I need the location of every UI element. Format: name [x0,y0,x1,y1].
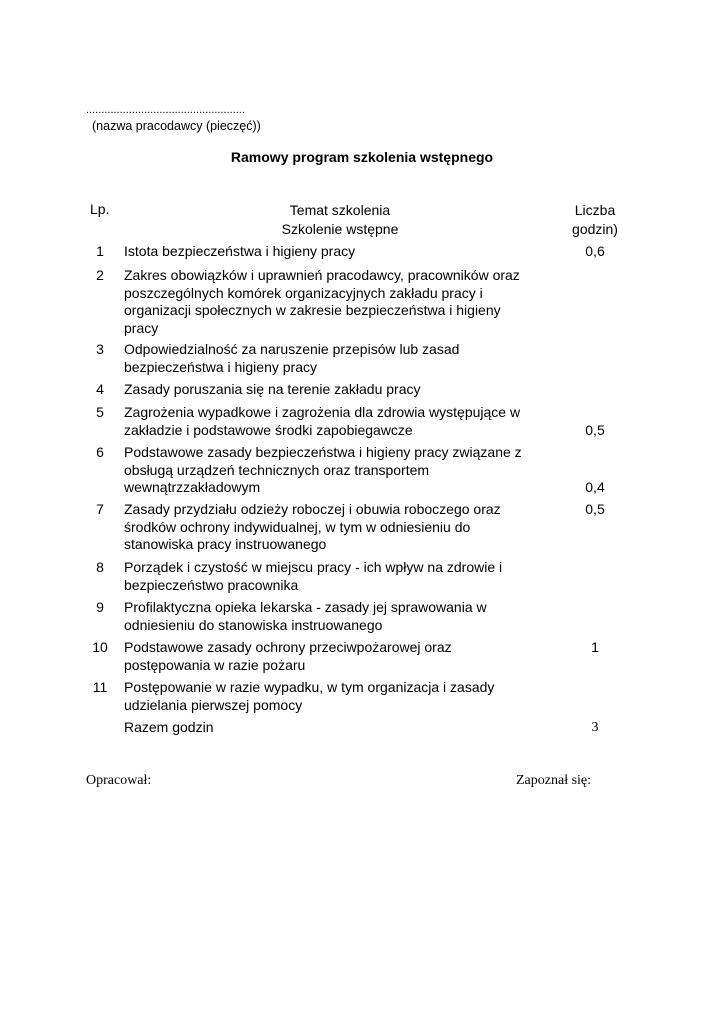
row-topic [124,444,554,497]
row-topic [124,639,554,674]
row-topic-line: obsługą urządzeń technicznych oraz transportem [124,461,430,478]
row-hours: 0,4 [585,479,605,495]
row-topic-line: udzielania pierwszej pomocy [124,696,303,713]
row-topic [124,381,554,399]
row-topic [124,341,554,376]
header-hours-line2: godzin) [572,221,618,237]
row-hours: 0,6 [585,243,605,259]
row-number: 2 [96,267,104,283]
row-topic [124,404,554,439]
row-topic-line: Odpowiedzialność za naruszenie przepisów lub zasad [124,341,460,357]
row-hours: 0,5 [585,501,605,517]
row-number: 7 [96,501,104,517]
employer-label: (nazwa pracodawcy (pieczęć)) [92,119,261,133]
row-topic-line: organizacji społecznych w zakresie bezpieczeństwa i higieny [124,302,501,318]
row-topic-line: Zakres obowiązków i uprawnień pracodawcy, pracowników oraz [124,267,520,283]
row-number: 3 [96,341,104,357]
prepared-by-label: Opracował: [86,773,152,788]
header-topic [240,201,440,239]
row-number: 9 [96,599,104,615]
row-number: 5 [96,404,104,420]
row-number: 6 [96,444,104,460]
row-topic-line: odniesieniu do stanowiska instruowanego [124,616,383,633]
row-topic-line: Zasady poruszania się na terenie zakładu pracy [124,381,421,397]
row-number: 8 [96,559,104,575]
row-topic-line: Zagrożenia wypadkowe i zagrożenia dla zdrowia występujące w [124,404,521,420]
row-topic [124,267,554,337]
total-label: Razem godzin [124,719,214,735]
total-value: 3 [591,720,599,735]
row-number: 1 [96,243,104,259]
row-topic-line: Zasady przydziału odzieży roboczej i obuwia roboczego oraz [124,501,501,517]
row-topic-line: Podstawowe zasady ochrony przeciwpożarowej oraz [124,639,452,655]
row-topic [124,559,554,594]
header-hours-line1: Liczba [574,202,616,218]
row-topic-line: Istota bezpieczeństwa i higieny pracy [124,243,356,259]
row-topic-line: środków ochrony indywidualnej, w tym w odniesieniu do [124,518,471,535]
header-hours [560,201,630,239]
row-topic-line: Postępowanie w razie wypadku, w tym organizacja i zasady [124,679,495,695]
row-topic-line: stanowiska pracy instruowanego [124,536,327,552]
row-topic-line: zakładzie i podstawowe środki zapobiegawcze [124,421,413,438]
dotted-line: .................................................... [86,104,245,116]
row-topic-line: Porządek i czystość w miejscu pracy - ich wpływ na zdrowie i [124,559,503,575]
row-number: 10 [92,639,108,655]
row-hours: 1 [591,639,599,655]
page-title: Ramowy program szkolenia wstępnego [230,149,494,165]
row-number: 11 [92,679,108,695]
header-topic-line1: Temat szkolenia [289,202,391,218]
row-topic [124,599,554,634]
header-lp: Lp. [90,201,110,217]
row-topic [124,501,554,554]
row-topic-line: postępowania w razie pożaru [124,656,306,673]
row-topic-line: bezpieczeństwa i higieny pracy [124,358,317,375]
row-topic-line: pracy [124,319,159,336]
row-topic-line: wewnątrzzakładowym [124,479,261,495]
row-topic-line: bezpieczeństwo pracownika [124,576,299,593]
row-number: 4 [96,381,104,397]
header-topic-line2: Szkolenie wstępne [281,221,399,237]
row-topic-line: poszczególnych komórek organizacyjnych zakładu pracy i [124,284,483,301]
row-hours: 0,5 [585,421,605,438]
acknowledged-label: Zapoznał się: [516,773,592,788]
row-topic-line: Profilaktyczna opieka lekarska - zasady jej sprawowania w [124,599,487,615]
row-topic-line: Podstawowe zasady bezpieczeństwa i higieny pracy związane z [124,444,522,460]
row-topic [124,243,554,261]
row-topic [124,679,554,714]
